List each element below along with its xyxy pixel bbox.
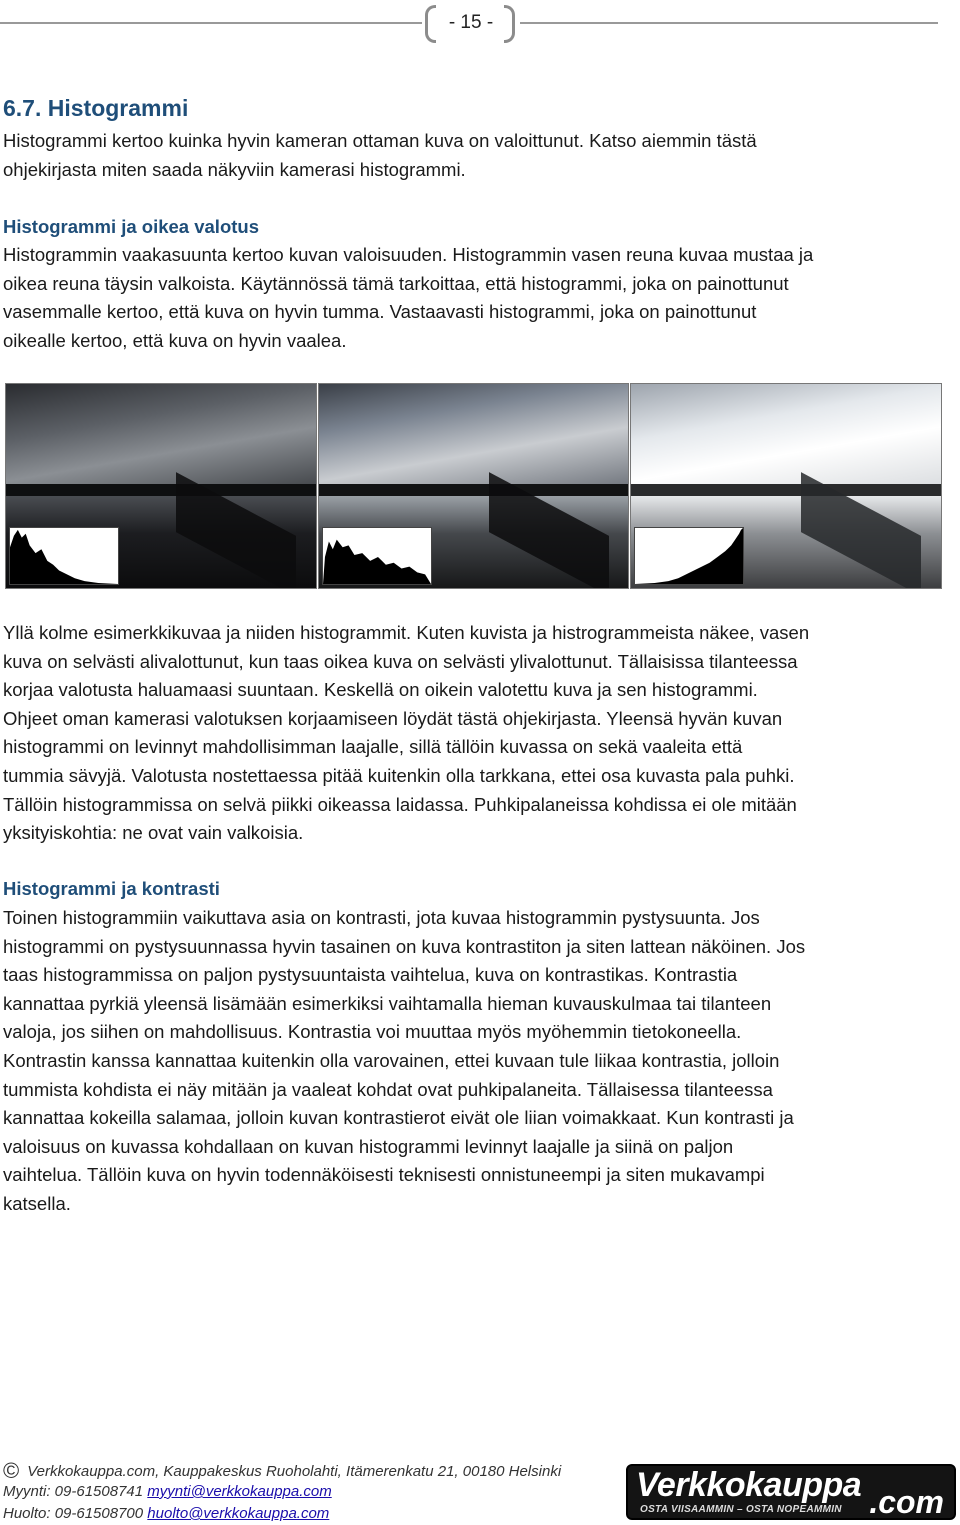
text-line: tummia sävyjä. Valotusta nostettaessa pitää kuitenkin olla tarkkana, ettei osa kuvasta pala puhki. — [3, 764, 795, 786]
examples-paragraph — [3, 619, 943, 848]
logo-name: Verkkokauppa — [636, 1466, 862, 1504]
footer-address: Verkkokauppa.com, Kauppakeskus Ruoholahti, Itämerenkatu 21, 00180 Helsinki — [27, 1463, 562, 1480]
text-line: kuva on selvästi alivalottunut, kun taas oikea kuva on selvästi ylivalottunut. Tällaisissa tilanteessa — [3, 650, 798, 672]
photo-sky — [631, 384, 941, 492]
text-line: katsella. — [3, 1192, 71, 1214]
histogram-graph — [635, 528, 743, 584]
example-photo-correct — [318, 383, 629, 589]
example-photo-overexposed — [630, 383, 942, 589]
text-line: histogrammi on pystysuunnassa hyvin tasainen on kuva kontrastiton ja siten lattean näköinen. Jos — [3, 935, 806, 957]
sales-email-link[interactable]: myynti@verkkokauppa.com — [147, 1483, 332, 1500]
photo-treeline — [319, 484, 628, 496]
page-number-bracket-right — [504, 5, 515, 43]
text-line: yksityiskohtia: ne ovat vain valkoisia. — [3, 822, 304, 844]
photo-sky — [6, 384, 316, 492]
text-line: vasemmalle kertoo, että kuva on hyvin tumma. Vastaavasti histogrammi, joka on painottunut — [3, 301, 757, 323]
text-line: Toinen histogrammiin vaikuttava asia on kontrasti, jota kuvaa histogrammin pystysuunta. Jos — [3, 907, 760, 928]
text-line: korjaa valotusta haluamaasi suuntaan. Keskellä on oikein valotettu kuva ja sen histogrammi. — [3, 679, 758, 701]
exposure-heading: Histogrammi ja oikea valotus — [3, 216, 260, 237]
page-number: - 15 - — [448, 12, 494, 33]
text-line: oikealle kertoo, että kuva on hyvin vaalea. — [3, 329, 347, 351]
text-line: tummista kohdista ei näy mitään ja vaaleat kohdat ovat puhkipalaneita. Tällaisessa tilanteessa — [3, 1078, 773, 1100]
intro-paragraph — [3, 127, 943, 184]
text-line: oikea reuna täysin valkoista. Käytännössä tämä tarkoittaa, että histogrammi, joka on painottunut — [3, 272, 789, 294]
text-line: kannattaa kokeilla salamaa, jolloin kuvan kontrastierot eivät ole liian voimakkaat. Kun kontrasti ja — [3, 1107, 794, 1129]
photo-sky — [319, 384, 628, 492]
exposure-paragraph — [3, 241, 943, 355]
text-line: taas histogrammissa on paljon pystysuuntaista vaihtelua, kuva on kontrastikas. Kontrastia — [3, 964, 738, 986]
header-rule-left — [0, 22, 422, 24]
example-photo-underexposed — [5, 383, 317, 589]
verkkokauppa-logo — [626, 1464, 956, 1520]
text-line: histogrammi on levinnyt mahdollisimman laajalle, sillä tällöin kuvassa on sekä vaaleita että — [3, 736, 743, 758]
text-line: valoja, jos siihen on mahdollisuus. Kontrastia voi muuttaa myös myöhemmin tietokoneella. — [3, 1021, 742, 1043]
footer-address-line — [3, 1458, 561, 1484]
text-line: Yllä kolme esimerkkikuvaa ja niiden histogrammit. Kuten kuvista ja histrogrammeista näkee, vasen — [3, 622, 810, 643]
histogram-inset — [322, 527, 432, 585]
histogram-graph — [323, 528, 431, 584]
footer-service-phone: Huolto: 09-61508700 — [3, 1505, 144, 1522]
logo-tagline: OSTA VIISAAMMIN – OSTA NOPEAMMIN — [640, 1504, 842, 1515]
histogram-graph — [10, 528, 118, 584]
footer-service-line — [3, 1505, 329, 1522]
text-line: valoisuus on kuvassa kohdallaan on kuvan histogrammi levinnyt laajalle ja siinä on paljon — [3, 1135, 734, 1157]
footer-sales-phone: Myynti: 09-61508741 — [3, 1483, 144, 1500]
contrast-heading: Histogrammi ja kontrasti — [3, 878, 220, 899]
text-line: Histogrammin vaakasuunta kertoo kuvan valoisuuden. Histogrammin vasen reuna kuvaa mustaa ja — [3, 244, 814, 265]
contrast-paragraph — [3, 904, 943, 1219]
text-line: Tällöin histogrammissa on selvä piikki oikeassa laidassa. Puhkipalaneissa kohdissa ei ole mitään — [3, 793, 797, 815]
text-line: vaihtelua. Tällöin kuva on hyvin todennäköisesti teknisesti onnistuneempi ja siten mukavampi — [3, 1164, 765, 1186]
text-line: Ohjeet oman kamerasi valotuksen korjaamiseen löydät tästä ohjekirjasta. Yleensä hyvän kuvan — [3, 707, 783, 729]
text-line: Kontrastin kanssa kannattaa kuitenkin olla varovainen, ettei kuvaan tule liikaa kontrastia, jolloin — [3, 1049, 780, 1071]
histogram-inset — [634, 527, 744, 585]
footer-sales-line — [3, 1483, 332, 1500]
photo-treeline — [631, 484, 941, 496]
section-title: 6.7. Histogrammi — [3, 95, 189, 121]
text-line: kannattaa pyrkiä yleensä lisämään esimerkiksi vaihtamalla hieman kuvauskulmaa tai tilanteen — [3, 992, 772, 1014]
service-email-link[interactable]: huolto@verkkokauppa.com — [147, 1505, 330, 1522]
text-line: Histogrammi kertoo kuinka hyvin kameran ottaman kuva on valoittunut. Katso aiemmin tästä — [3, 130, 757, 151]
logo-suffix: .com — [869, 1484, 944, 1520]
text-line: ohjekirjasta miten saada näkyviin kamerasi histogrammi. — [3, 158, 466, 180]
histogram-inset — [9, 527, 119, 585]
photo-treeline — [6, 484, 316, 496]
copyright-symbol: © — [3, 1458, 20, 1483]
page-number-bracket-left — [425, 5, 436, 43]
header-rule-right — [520, 22, 938, 24]
